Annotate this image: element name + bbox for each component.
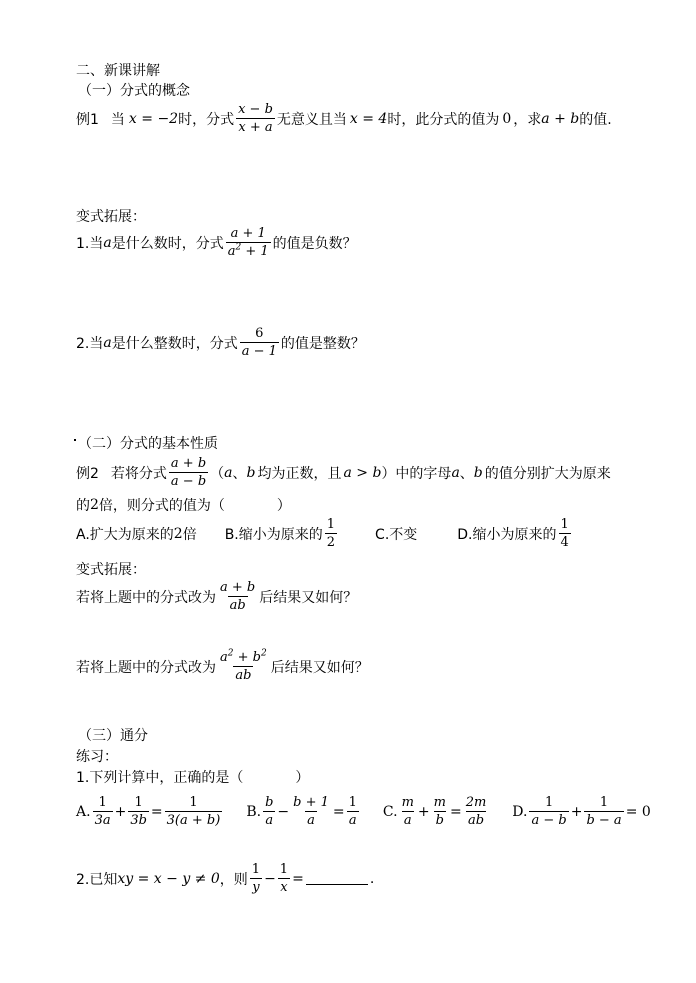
denominator: a [307, 813, 315, 828]
numerator: 6 [255, 326, 264, 341]
text: 若将分式 [110, 465, 167, 482]
operator: + [233, 650, 253, 665]
denominator: 2 [326, 535, 336, 550]
text: 、 [459, 465, 474, 482]
text: 是什么数时，分式 [111, 235, 224, 252]
numerator: a + b [170, 456, 207, 471]
numerator: 1 [348, 795, 357, 810]
denominator: a [348, 813, 357, 828]
fraction [400, 795, 416, 828]
fraction [278, 862, 290, 895]
numerator: m [401, 795, 414, 810]
numerator: a + b [220, 580, 256, 595]
option-c: C.不变 [375, 526, 418, 543]
operator: = [332, 803, 345, 820]
numerator: m [433, 795, 446, 810]
fraction [218, 580, 257, 613]
text: ）中的字母 [381, 465, 452, 482]
numerator: 1 [544, 795, 554, 810]
fraction [93, 795, 113, 828]
option-d: D. [512, 803, 528, 820]
numerator: b [265, 795, 274, 810]
numerator [218, 650, 269, 666]
math-var: a [451, 464, 460, 481]
option-c: C. [382, 803, 398, 820]
text: 时，此分式的值为 [387, 111, 500, 128]
text: 的值是负数？ [272, 235, 357, 252]
fraction [165, 795, 223, 828]
text: （ [210, 465, 225, 482]
question-2 [76, 326, 365, 359]
numerator: 1 [189, 795, 198, 810]
fraction [128, 795, 149, 828]
math-expression: a + b [541, 110, 580, 127]
denominator: ab [235, 668, 252, 683]
text: 的值. [579, 111, 612, 128]
stray-dot [74, 439, 76, 441]
text: ，求 [513, 111, 542, 128]
denominator: a − b [170, 474, 207, 489]
text: ） [295, 770, 310, 786]
math-var: a [220, 650, 228, 665]
option-b: B.缩小为原来的 [224, 526, 323, 543]
question-1 [76, 226, 357, 259]
math-var: a [103, 334, 112, 351]
fraction [291, 795, 331, 828]
exponent: 2 [261, 648, 267, 659]
math-condition: x = −2 [128, 110, 179, 127]
numerator: 1 [98, 795, 107, 810]
option-a: A. [76, 803, 91, 820]
numerator: 2m [465, 795, 487, 810]
numerator: 1 [599, 795, 609, 810]
math-value: 2 [90, 497, 99, 513]
example-2-options [76, 517, 573, 550]
exponent: 2 [235, 242, 242, 253]
operator: + [570, 803, 583, 820]
denominator: a − b [531, 813, 567, 828]
text: 的 [76, 498, 90, 514]
fraction [263, 795, 275, 828]
text: 后结果又如何？ [270, 659, 369, 676]
math-value: 2 [173, 525, 183, 542]
text: 2.已知 [76, 871, 118, 888]
math-var: b [246, 464, 256, 481]
math-var: a [224, 464, 233, 481]
option-b: B. [246, 803, 262, 820]
math-term: + 1 [241, 244, 269, 259]
math-var: b [252, 650, 261, 665]
numerator: 1 [134, 795, 143, 810]
text: ，则 [219, 871, 248, 888]
operator: + [417, 803, 430, 820]
fraction [250, 862, 262, 895]
question-4 [76, 650, 369, 683]
operator: = [150, 803, 163, 820]
subsection-title-common-denominator: （三）通分 [78, 728, 148, 744]
numerator: 1 [279, 862, 289, 877]
denominator: y [252, 880, 260, 895]
text: 、 [232, 465, 247, 482]
denominator: x [280, 880, 288, 895]
text: 倍，则分式的值为（ [98, 498, 225, 514]
numerator: a + 1 [230, 226, 266, 241]
subsection-title-property: （二）分式的基本性质 [78, 436, 218, 452]
fraction [559, 517, 571, 550]
denominator: b [435, 813, 444, 828]
fraction [169, 456, 208, 489]
text: 的值分别扩大为原来 [484, 465, 611, 482]
denominator: 3b [130, 813, 147, 828]
math-condition: x = 4 [349, 110, 388, 127]
subsection-title-concept: （一）分式的概念 [78, 83, 190, 99]
text: 是什么整数时，分式 [111, 335, 238, 352]
operator: − [277, 803, 290, 820]
example-label: 例1 [76, 111, 99, 128]
fraction [584, 795, 623, 828]
denominator: a [403, 813, 412, 828]
numerator: b + 1 [293, 795, 329, 810]
example-2-line-2 [76, 495, 291, 515]
fraction [347, 795, 359, 828]
numerator: 1 [251, 862, 261, 877]
denominator: a − 1 [241, 344, 277, 359]
text: 2.当 [76, 335, 104, 352]
example-1 [76, 102, 612, 135]
text: 1.当 [76, 235, 104, 252]
fraction [432, 795, 448, 828]
math-condition: a > b [343, 464, 382, 481]
text: 时，分式 [178, 111, 235, 128]
text: 1.下列计算中，正确的是（ [76, 770, 244, 786]
section-title: 二、新课讲解 [76, 63, 160, 79]
math-var: a [227, 244, 236, 259]
operator: − [264, 870, 276, 887]
denominator: ab [229, 598, 246, 613]
fraction [240, 326, 279, 359]
text: 均为正数，且 [257, 465, 342, 482]
fraction [226, 226, 271, 259]
option-a: A.扩大为原来的 [76, 526, 174, 543]
text: 无意义且当 [276, 111, 347, 128]
math-condition: xy = x − y ≠ 0 [117, 870, 220, 887]
option-d: D.缩小为原来的 [457, 526, 557, 543]
text: 后结果又如何？ [259, 589, 358, 606]
numerator: 1 [326, 517, 336, 532]
math-var: b [473, 464, 483, 481]
operator: = [449, 803, 462, 820]
text: 若将上题中的分式改为 [76, 659, 216, 676]
text: 倍 [182, 526, 197, 543]
practice-2 [76, 862, 374, 895]
denominator: 3(a + b) [166, 813, 221, 828]
text: 当 [110, 111, 125, 128]
denominator: b − a [586, 813, 622, 828]
practice-title: 练习： [76, 749, 118, 765]
text: . [369, 870, 375, 887]
fraction [325, 517, 337, 550]
numerator: 1 [560, 517, 569, 532]
example-2 [76, 456, 611, 489]
denominator: ab [467, 813, 485, 828]
variation-title: 变式拓展： [76, 209, 146, 225]
practice-1-options [76, 795, 651, 828]
fraction [218, 650, 269, 683]
denominator: 4 [560, 535, 569, 550]
numerator: x − b [238, 102, 273, 117]
question-3 [76, 580, 357, 613]
math-var: a [103, 234, 112, 251]
denominator [226, 242, 271, 259]
text: 若将上题中的分式改为 [76, 589, 216, 606]
example-label: 例2 [76, 465, 99, 482]
denominator: x + a [238, 120, 273, 135]
text: ） [276, 498, 291, 514]
denominator: 3a [94, 813, 111, 828]
fraction [529, 795, 568, 828]
answer-blank[interactable] [306, 872, 368, 885]
text: 的值是整数？ [280, 335, 365, 352]
operator: = [292, 870, 304, 887]
variation-title-2: 变式拓展： [76, 562, 146, 578]
operator: + [114, 803, 127, 820]
operator: = 0 [625, 803, 651, 820]
denominator: a [265, 813, 274, 828]
fraction [464, 795, 489, 828]
math-value: 0 [502, 110, 512, 127]
exponent: 2 [227, 648, 234, 659]
practice-1 [76, 767, 309, 787]
fraction [236, 102, 275, 135]
